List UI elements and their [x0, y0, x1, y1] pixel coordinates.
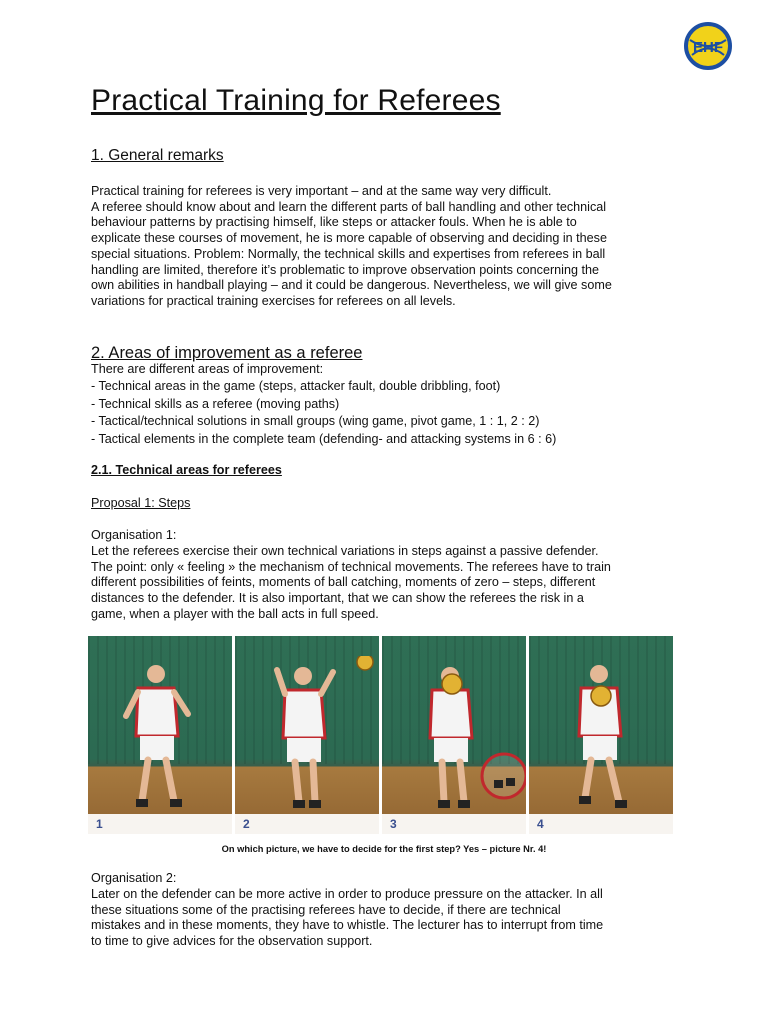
list-item: - Technical areas in the game (steps, attacker fault, double dribbling, foot) — [91, 379, 501, 393]
photo-4 — [529, 636, 673, 834]
subsection-heading-technical-areas: 2.1. Technical areas for referees — [91, 463, 282, 477]
photo-number: 1 — [88, 814, 232, 834]
ehf-logo — [684, 22, 732, 70]
photo-sequence — [88, 636, 673, 834]
photo-number: 4 — [529, 814, 673, 834]
photo-caption: On which picture, we have to decide for the first step? Yes – picture Nr. 4! — [221, 844, 547, 854]
section-heading-areas-of-improvement: 2. Areas of improvement as a referee — [91, 344, 363, 362]
list-item: - Technical skills as a referee (moving paths) — [91, 396, 340, 411]
organisation-1-title: Organisation 1: — [91, 528, 177, 542]
player-figure — [549, 656, 649, 816]
logo-text: EHF — [693, 39, 723, 56]
photo-3 — [382, 636, 526, 834]
organisation-1-text: Let the referees exercise their own technical variations in steps against a passive defender. The point: only « feeling » the mechanism of technical movements. The referees have to train different possibilities of feints, moments of ball catching, moments of zero – steps, different distances to the defender. It is also important, that we can show the referees the risk in a game, when a player with the ball acts in full speed. — [91, 544, 611, 621]
organisation-2-text: Later on the defender can be more active in order to produce pressure on the attacker. In all these situations some of the practising referees have to decide, if there are technical mistakes and in these moments, they have to whistle. The lecturer has to interrupt from time to time to give advices for the observation support. — [91, 887, 604, 949]
player-figure — [108, 656, 208, 816]
general-remarks-paragraph: Practical training for referees is very important – and at the same way very difficult. A referee should know about and learn the different parts of ball handling and other technical behaviour patterns by practising himself, like steps or attacker fouls. When he is able to explicate these courses of movement, he is more capable of observing and deciding in these special situations. Problem: Normally, the technical skills and expertises from referees in ball handling are limited, therefore it’s problematic to improve observation points concerning the own abilities in handball playing – and it could be dangerous. Nevertheless, we will give some variations for practical training exercises for referees on all levels. — [91, 184, 612, 308]
photo-1 — [88, 636, 232, 834]
photo-2 — [235, 636, 379, 834]
organisation-2-title: Organisation 2: — [91, 871, 177, 885]
photo-number: 2 — [235, 814, 379, 834]
areas-intro: There are different areas of improvement: — [91, 362, 324, 376]
section-heading-general-remarks: 1. General remarks — [91, 147, 224, 164]
player-figure — [402, 656, 526, 816]
improvement-list — [91, 378, 556, 448]
player-figure — [255, 656, 379, 816]
photo-number: 3 — [382, 814, 526, 834]
list-item: - Tactical elements in the complete team (defending- and attacking systems in 6 : 6) — [91, 431, 557, 446]
proposal-title: Proposal 1: Steps — [91, 496, 191, 510]
page-title: Practical Training for Referees — [91, 84, 501, 117]
list-item: - Tactical/technical solutions in small groups (wing game, pivot game, 1 : 1, 2 : 2) — [91, 414, 540, 429]
